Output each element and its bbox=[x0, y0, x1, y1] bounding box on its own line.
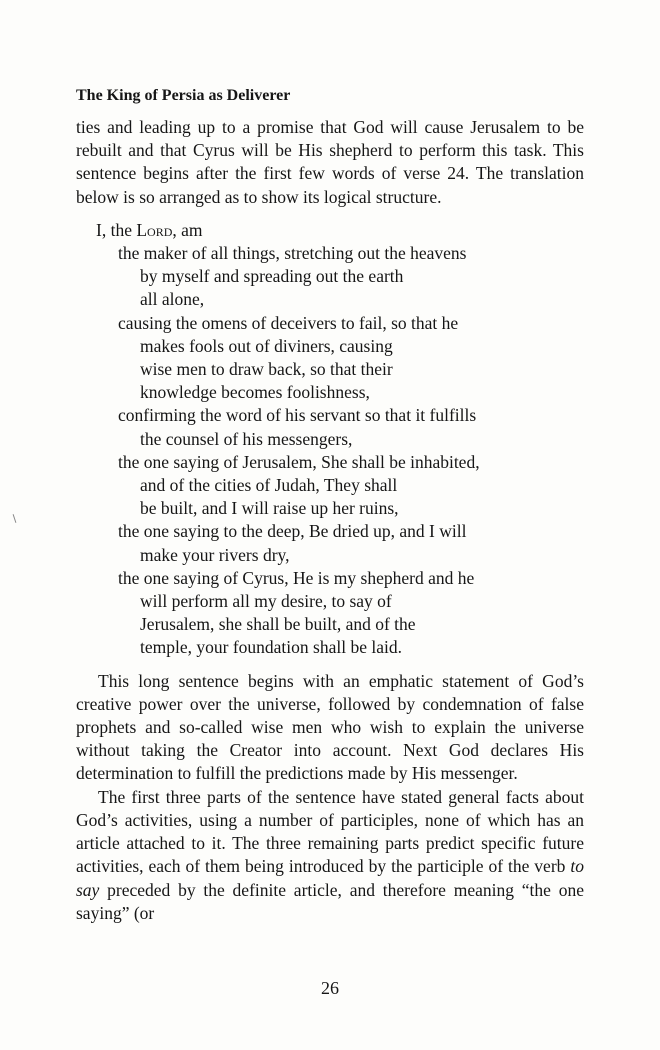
stanza-4 bbox=[76, 451, 584, 521]
stanza-2 bbox=[76, 312, 584, 405]
stanza-line: Jerusalem, she shall be built, and of the bbox=[140, 614, 416, 635]
paragraph-3-before: The first three parts of the sentence have stated general facts about God’s activities, using a number of participles, none of which has an article attached to it. The three remaining parts predict specific future activities, each of them being introduced by the participle of the verb bbox=[76, 786, 584, 877]
page-number: 26 bbox=[321, 978, 339, 998]
stanza-line: make your rivers dry, bbox=[140, 544, 290, 565]
opening-paragraph: ties and leading up to a promise that God will cause Jerusalem to be rebuilt and that Cyrus will be His shepherd to perform this task. This sentence begins after the first few words of verse 24. The translation below is so arranged as to show its logical structure. bbox=[76, 117, 584, 207]
stanza-line: temple, your foundation shall be laid. bbox=[140, 637, 402, 658]
stanza-line: causing the omens of deceivers to fail, so that he bbox=[118, 312, 459, 333]
stanza-line: the one saying of Cyrus, He is my shepherd and he bbox=[118, 567, 475, 588]
stanza-line: confirming the word of his servant so that it fulfills bbox=[118, 405, 477, 426]
stanza-5 bbox=[76, 520, 584, 566]
stanza-line: wise men to draw back, so that their bbox=[140, 359, 393, 380]
intro-after: , am bbox=[172, 219, 203, 240]
margin-mark bbox=[13, 514, 17, 523]
stanza-6 bbox=[76, 567, 584, 660]
stanza-3 bbox=[76, 404, 584, 450]
paragraph-3 bbox=[76, 786, 584, 925]
stanza-line: will perform all my desire, to say of bbox=[140, 591, 392, 612]
stanza-line: and of the cities of Judah, They shall bbox=[140, 475, 398, 496]
paragraph-3-after: preceded by the definite article, and therefore meaning “the one saying” (or bbox=[76, 879, 584, 923]
paragraph-3-italic: to say bbox=[76, 856, 584, 900]
stanza-line: knowledge becomes foolishness, bbox=[140, 382, 370, 403]
running-head: The King of Persia as Deliverer bbox=[76, 87, 291, 104]
paragraph-2: This long sentence begins with an emphatic statement of God’s creative power over the universe, followed by condemnation of false prophets and so-called wise men who wish to explain the universe without taking the Creator into account. Next God declares His determination to fulfill the predictions made by His messenger. bbox=[76, 670, 584, 784]
stanza-line: the maker of all things, stretching out the heavens bbox=[118, 243, 467, 264]
stanza-line: by myself and spreading out the earth bbox=[140, 266, 404, 287]
intro-lord: Lord bbox=[136, 219, 173, 240]
stanza-line: the one saying to the deep, Be dried up, and I will bbox=[118, 521, 467, 542]
stanza-line: the one saying of Jerusalem, She shall be inhabited, bbox=[118, 451, 480, 472]
stanza-1 bbox=[76, 242, 584, 312]
translation-intro bbox=[76, 219, 584, 242]
intro-before: I, the bbox=[96, 219, 137, 240]
page-body bbox=[76, 86, 584, 925]
stanza-line: all alone, bbox=[140, 289, 205, 310]
stanza-line: the counsel of his messengers, bbox=[140, 428, 353, 449]
stanza-line: makes fools out of diviners, causing bbox=[140, 335, 393, 356]
stanza-line: be built, and I will raise up her ruins, bbox=[140, 498, 399, 519]
translation-block bbox=[76, 219, 584, 660]
